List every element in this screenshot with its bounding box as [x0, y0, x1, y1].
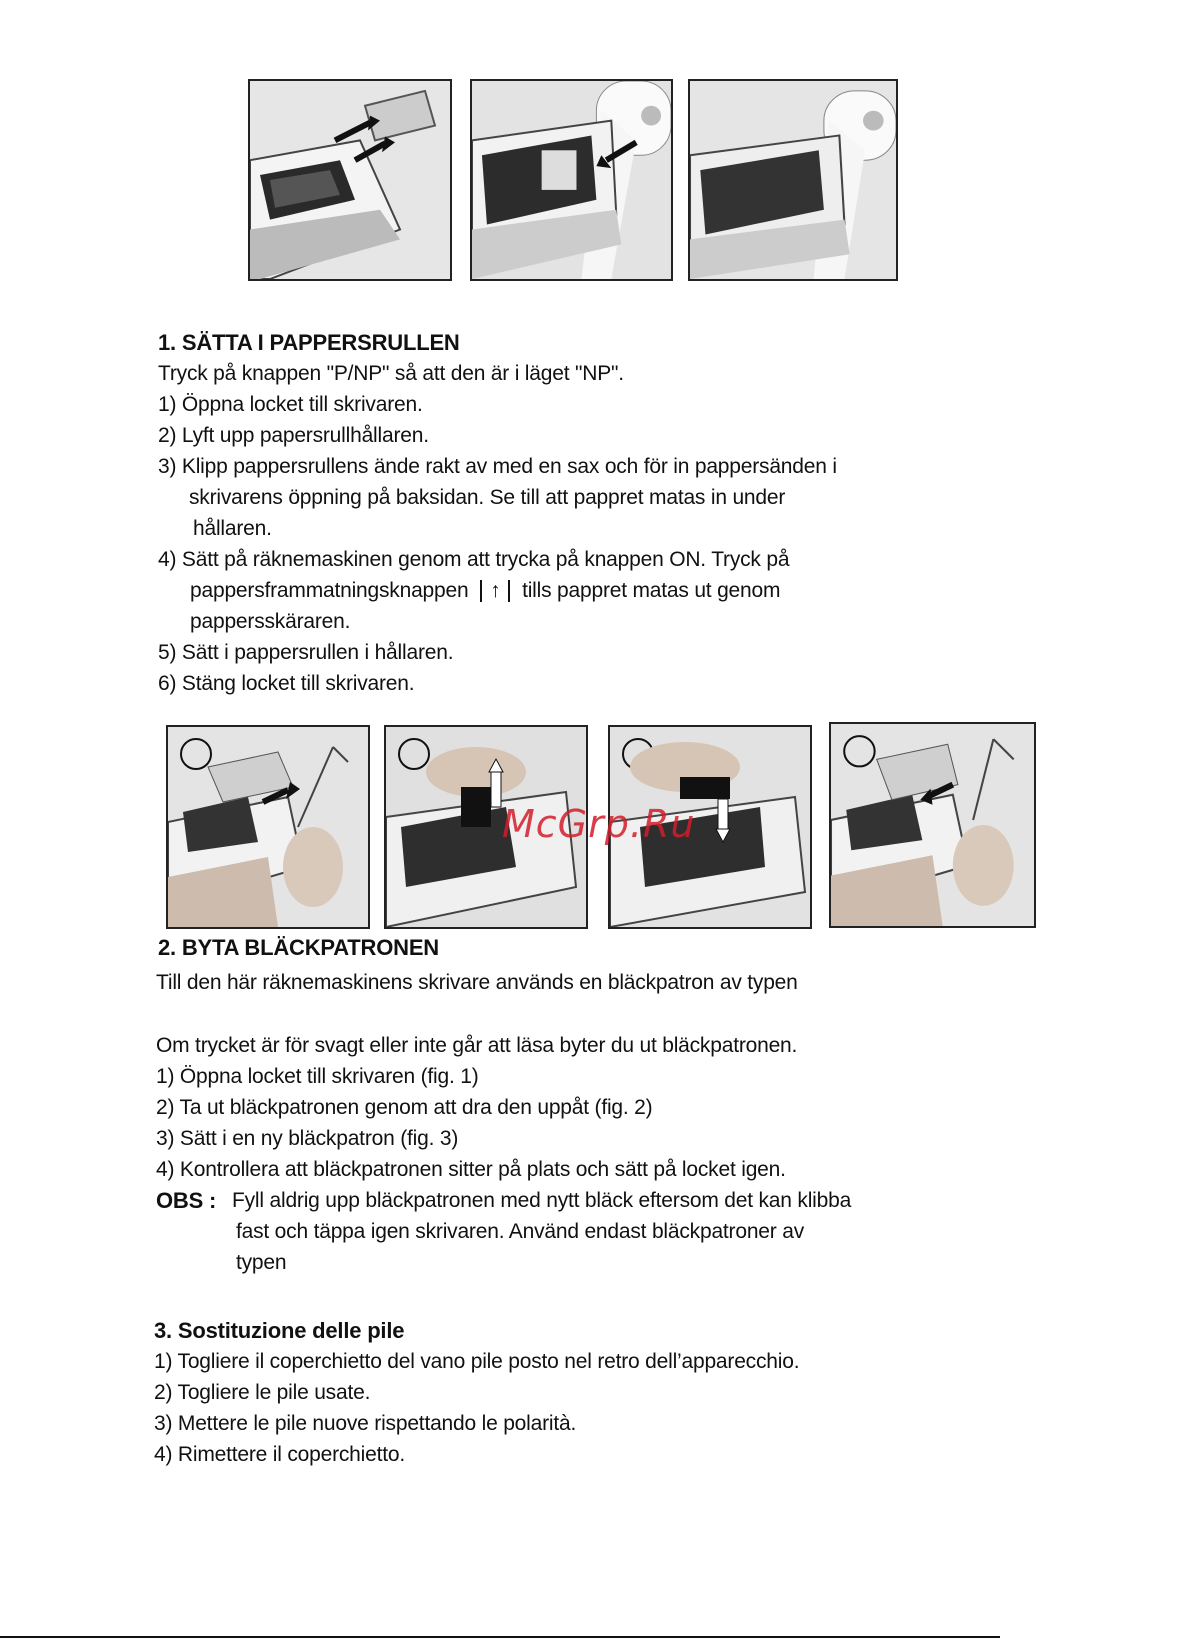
section2-step1: 1) Öppna locket till skrivaren (fig. 1)	[156, 1065, 479, 1088]
section3-step3: 3) Mettere le pile nuove rispettando le polarità.	[154, 1412, 577, 1435]
section2-step3: 3) Sätt i en ny bläckpatron (fig. 3)	[156, 1127, 459, 1150]
section2-step2: 2) Ta ut bläckpatronen genom att dra den uppåt (fig. 2)	[156, 1096, 653, 1119]
section2-obs-line3: typen	[236, 1251, 287, 1274]
section2-obs-line2: fast och täppa igen skrivaren. Använd endast bläckpatroner av	[236, 1220, 804, 1243]
section1-step5: 5) Sätt i pappersrullen i hållaren.	[158, 641, 454, 664]
section1-step3-cont: skrivarens öppning på baksidan. Se till att pappret matas in under	[189, 486, 786, 509]
section3-heading: 3. Sostituzione delle pile	[154, 1318, 405, 1343]
paper-feed-key: ↑	[480, 580, 510, 602]
section2-step4: 4) Kontrollera att bläckpatronen sitter på plats och sätt på locket igen.	[156, 1158, 786, 1181]
photo-open-printer-cover	[248, 79, 452, 281]
photo-fig1-open-cover	[166, 725, 370, 929]
page-bottom-rule	[0, 1636, 1000, 1638]
section3-step4: 4) Rimettere il coperchietto.	[154, 1443, 405, 1466]
section1-step3: 3) Klipp pappersrullens ände rakt av med en sax och för in pappersänden i	[158, 455, 837, 478]
watermark: McGrp.Ru	[502, 802, 696, 846]
photo-insert-paper	[470, 79, 673, 281]
section1-intro: Tryck på knappen "P/NP" så att den är i läget "NP".	[158, 362, 624, 385]
section1-step4-post: tills pappret matas ut genom	[522, 579, 781, 602]
section1-step3-end: hållaren.	[193, 517, 272, 540]
section2-obs-line1: Fyll aldrig upp bläckpatronen med nytt bläck eftersom det kan klibba	[232, 1189, 852, 1212]
section1-step4-cont	[190, 575, 780, 606]
section2-heading: 2. BYTA BLÄCKPATRONEN	[158, 935, 439, 960]
section1-step4: 4) Sätt på räknemaskinen genom att trycka på knappen ON. Tryck på	[158, 548, 790, 571]
section1-step4-end: pappersskäraren.	[190, 610, 351, 633]
section3-step2: 2) Togliere le pile usate.	[154, 1381, 371, 1404]
section3-step1: 1) Togliere il coperchietto del vano pile posto nel retro dell’apparecchio.	[154, 1350, 800, 1373]
section1-step2: 2) Lyft upp papersrullhållaren.	[158, 424, 429, 447]
section2-weak-print: Om trycket är för svagt eller inte går att läsa byter du ut bläckpatronen.	[156, 1034, 798, 1057]
section1-step6: 6) Stäng locket till skrivaren.	[158, 672, 415, 695]
section1-step1: 1) Öppna locket till skrivaren.	[158, 393, 423, 416]
section1-step4-pre: pappersframmatningsknappen	[190, 579, 469, 602]
section2-intro: Till den här räknemaskinens skrivare används en bläckpatron av typen	[156, 971, 798, 994]
section1-heading: 1. SÄTTA I PAPPERSRULLEN	[158, 330, 460, 355]
photo-fig4-close-cover	[829, 722, 1036, 928]
photo-paper-loaded	[688, 79, 898, 281]
section2-obs-label: OBS :	[156, 1188, 217, 1213]
